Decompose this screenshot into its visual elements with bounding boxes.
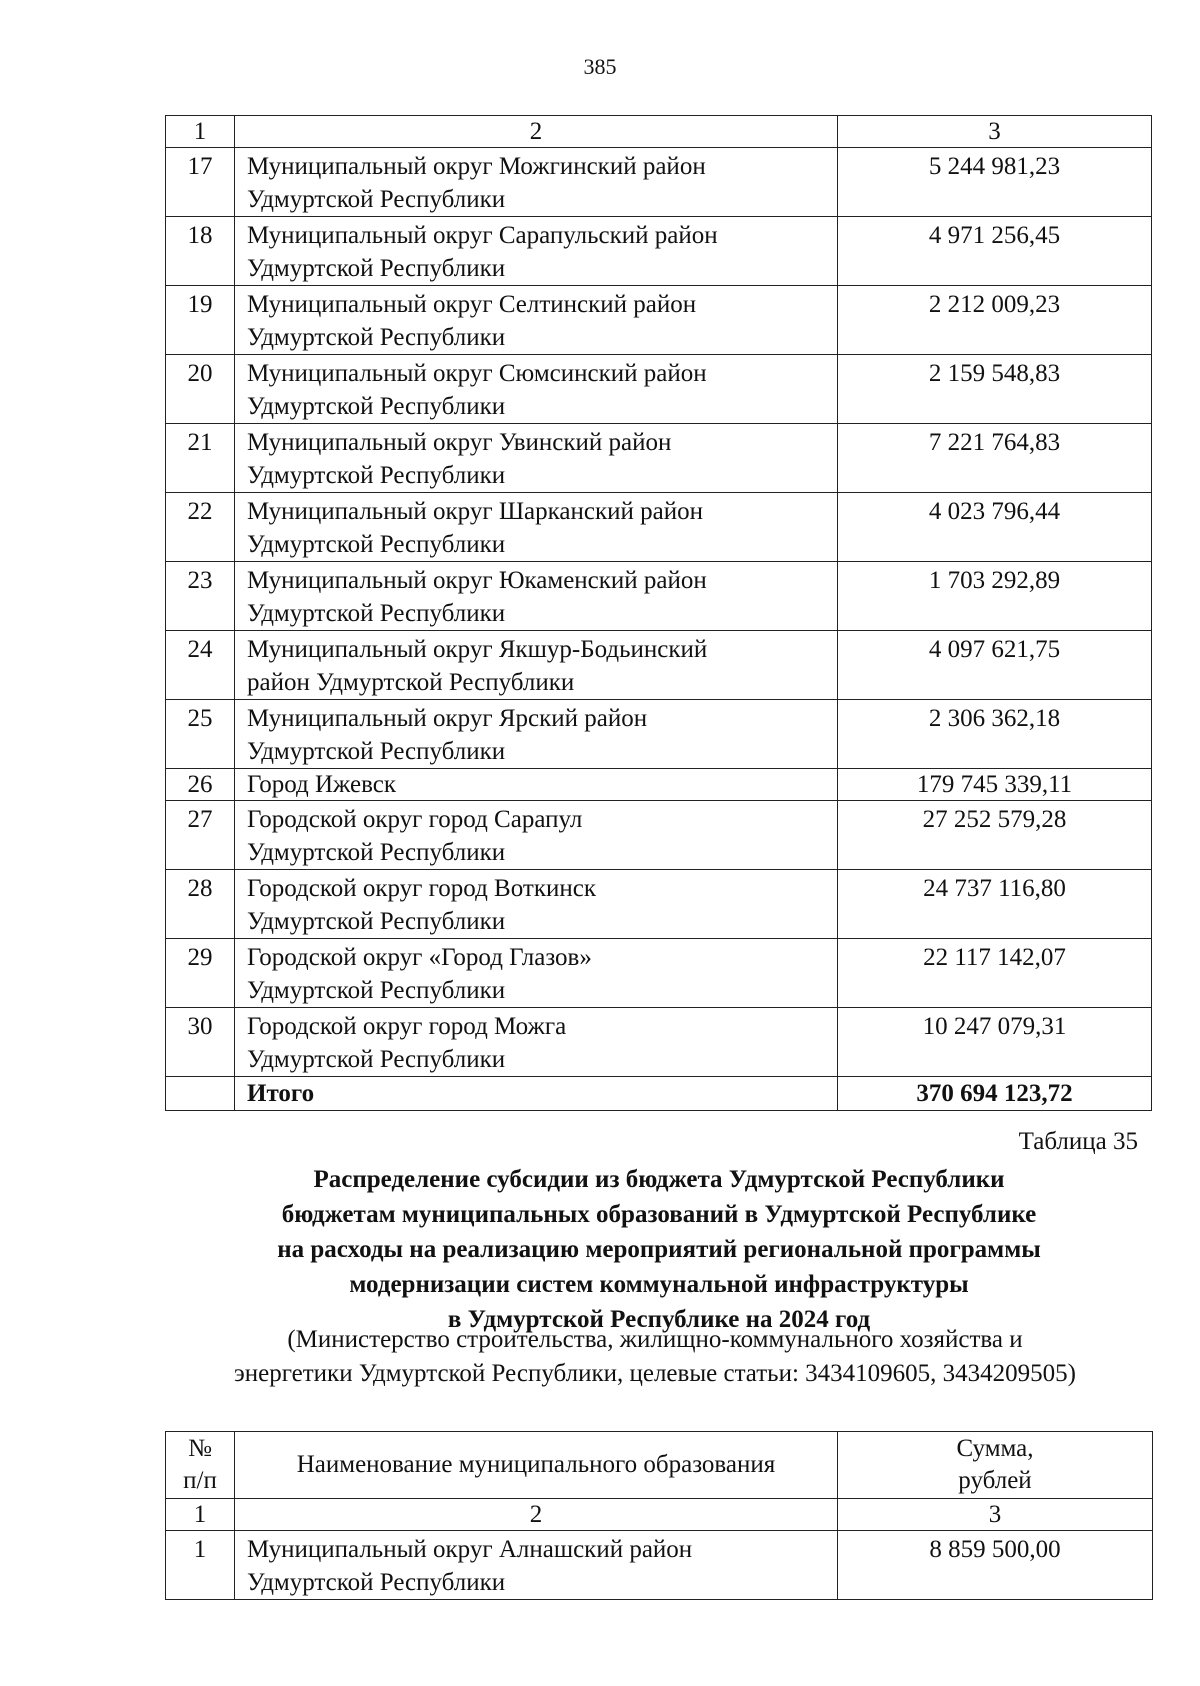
table-row [166, 870, 1152, 939]
row-number: 30 [166, 1008, 235, 1077]
table-row [166, 562, 1152, 631]
subsidy-amount: 10 247 079,31 [838, 1008, 1152, 1077]
header-number: № п/п [166, 1432, 235, 1499]
column-number: 2 [235, 116, 838, 148]
table-row [166, 631, 1152, 700]
column-number-row [166, 116, 1152, 148]
table-row [166, 286, 1152, 355]
subsidy-amount: 27 252 579,28 [838, 801, 1152, 870]
column-number: 3 [838, 1499, 1153, 1531]
row-number: 27 [166, 801, 235, 870]
municipality-name: Муниципальный округ Якшур-Бодьинский район Удмуртской Республики [235, 631, 838, 700]
subsidy-amount: 8 859 500,00 [838, 1531, 1153, 1600]
table-row [166, 1531, 1153, 1600]
table-row [166, 424, 1152, 493]
row-number: 21 [166, 424, 235, 493]
table-row [166, 217, 1152, 286]
municipality-name: Городской округ город Сарапул Удмуртской Республики [235, 801, 838, 870]
row-number: 20 [166, 355, 235, 424]
table-row [166, 355, 1152, 424]
subsidy-amount: 24 737 116,80 [838, 870, 1152, 939]
column-number: 3 [838, 116, 1152, 148]
subsidy-table-35 [165, 1431, 1153, 1600]
table-row [166, 801, 1152, 870]
municipality-name: Муниципальный округ Шарканский район Удмуртской Республики [235, 493, 838, 562]
municipality-name: Городской округ «Город Глазов» Удмуртской Республики [235, 939, 838, 1008]
page-number: 385 [583, 54, 617, 79]
table-title: Распределение субсидии из бюджета Удмуртской Республики бюджетам муниципальных образований в Удмуртской Республике на расходы на реализацию мероприятий региональной программы модернизации систем коммунальной инфраструктуры в Удмуртской Республике на 2024 год [277, 1166, 1041, 1333]
subsidy-amount: 7 221 764,83 [838, 424, 1152, 493]
table-subtitle: (Министерство строительства, жилищно-коммунального хозяйства и энергетики Удмуртской Республики, целевые статьи: 3434109605, 3434209505) [234, 1326, 1076, 1387]
municipality-name: Муниципальный округ Ярский район Удмуртской Республики [235, 700, 838, 769]
total-label: Итого [235, 1077, 838, 1111]
row-number: 1 [166, 1531, 235, 1600]
row-number: 22 [166, 493, 235, 562]
row-number: 26 [166, 769, 235, 801]
municipality-name: Муниципальный округ Юкаменский район Удмуртской Республики [235, 562, 838, 631]
row-number: 24 [166, 631, 235, 700]
row-number: 28 [166, 870, 235, 939]
municipality-name: Муниципальный округ Селтинский район Удмуртской Республики [235, 286, 838, 355]
row-number [166, 1077, 235, 1111]
table-header-row [166, 1432, 1153, 1499]
municipality-name: Городской округ город Можга Удмуртской Республики [235, 1008, 838, 1077]
row-number: 23 [166, 562, 235, 631]
municipality-name: Муниципальный округ Алнашский район Удмуртской Республики [235, 1531, 838, 1600]
table-row [166, 148, 1152, 217]
subsidy-amount: 5 244 981,23 [838, 148, 1152, 217]
table-row [166, 700, 1152, 769]
subsidy-amount: 2 212 009,23 [838, 286, 1152, 355]
municipality-name: Город Ижевск [235, 769, 838, 801]
header-name: Наименование муниципального образования [235, 1432, 838, 1499]
subsidy-amount: 2 159 548,83 [838, 355, 1152, 424]
subsidy-amount: 4 097 621,75 [838, 631, 1152, 700]
subsidy-amount: 4 971 256,45 [838, 217, 1152, 286]
column-number-row [166, 1499, 1153, 1531]
municipality-name: Городской округ город Воткинск Удмуртской Республики [235, 870, 838, 939]
subsidy-amount: 179 745 339,11 [838, 769, 1152, 801]
column-number: 1 [166, 116, 235, 148]
municipality-name: Муниципальный округ Сюмсинский район Удмуртской Республики [235, 355, 838, 424]
table-label: Таблица 35 [1018, 1128, 1138, 1155]
subsidy-table-continued [165, 115, 1152, 1111]
column-number: 1 [166, 1499, 235, 1531]
municipality-name: Муниципальный округ Можгинский район Удмуртской Республики [235, 148, 838, 217]
total-amount: 370 694 123,72 [838, 1077, 1152, 1111]
total-row [166, 1077, 1152, 1111]
row-number: 19 [166, 286, 235, 355]
table-row [166, 939, 1152, 1008]
table-row [166, 493, 1152, 562]
header-amount: Сумма, рублей [838, 1432, 1153, 1499]
row-number: 29 [166, 939, 235, 1008]
row-number: 18 [166, 217, 235, 286]
table-row [166, 1008, 1152, 1077]
row-number: 25 [166, 700, 235, 769]
subsidy-amount: 1 703 292,89 [838, 562, 1152, 631]
municipality-name: Муниципальный округ Сарапульский район Удмуртской Республики [235, 217, 838, 286]
subsidy-amount: 2 306 362,18 [838, 700, 1152, 769]
table-row [166, 769, 1152, 801]
row-number: 17 [166, 148, 235, 217]
subsidy-amount: 4 023 796,44 [838, 493, 1152, 562]
column-number: 2 [235, 1499, 838, 1531]
municipality-name: Муниципальный округ Увинский район Удмуртской Республики [235, 424, 838, 493]
subsidy-amount: 22 117 142,07 [838, 939, 1152, 1008]
